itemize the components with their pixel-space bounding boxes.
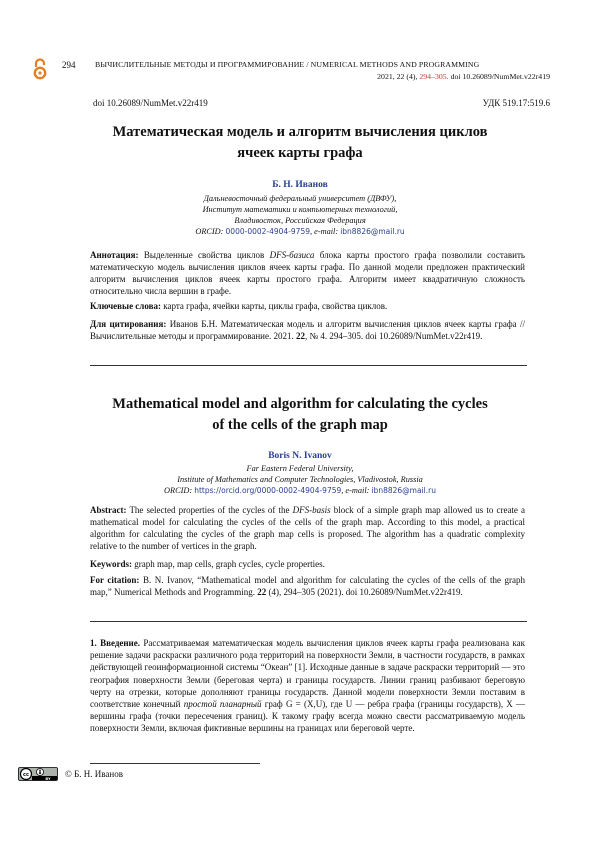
en-affiliation: [70, 463, 530, 496]
ru-orcid-label: ORCID:: [195, 227, 224, 236]
ru-abstract-label: Аннотация:: [90, 250, 139, 260]
ru-title-line1: Математическая модель и алгоритм вычисления циклов: [112, 124, 488, 140]
ru-email-link[interactable]: ibn8826@mail.ru: [340, 227, 405, 236]
section-divider: [90, 365, 527, 366]
svg-text:cc: cc: [23, 772, 29, 778]
header-doi: doi 10.26089/NumMet.v22r419: [450, 72, 550, 81]
intro-paragraph: [90, 637, 525, 735]
udk-code: УДК 519.17:519.6: [482, 98, 550, 108]
open-access-icon: [31, 58, 49, 80]
ru-abstract-text-start: Выделенные свойства циклов: [143, 250, 265, 260]
en-keywords: [90, 558, 525, 570]
ru-keywords-text: карта графа, ячейки карты, циклы графа, свойства циклов.: [163, 301, 388, 311]
journal-issue: [377, 72, 550, 81]
ru-title: [70, 122, 530, 164]
en-title: [70, 394, 530, 436]
en-citation-volume: 22: [257, 587, 267, 597]
ru-citation-text: Иванов Б.Н. Математическая модель и алгоритм вычисления циклов ячеек карты графа // Вычислительные методы и программирование. 2021.: [90, 319, 526, 341]
ru-abstract-term: DFS-базиса: [269, 250, 315, 260]
ru-contacts: [70, 226, 530, 237]
ru-citation-label: Для цитирования:: [90, 319, 167, 329]
en-author: Boris N. Ivanov: [268, 451, 332, 461]
copyright-notice: © Б. Н. Иванов: [65, 769, 123, 779]
en-title-line1: Mathematical model and algorithm for calculating the cycles: [112, 396, 488, 412]
en-citation: [90, 574, 525, 598]
en-citation-text: B. N. Ivanov, “Mathematical model and algorithm for calculating the cycles of the cells of the graph map,” Numerical Methods and Programming.: [90, 575, 525, 597]
issue-pages-link[interactable]: 294–305.: [419, 72, 449, 81]
en-affil-line1: Far Eastern Federal University,: [246, 464, 354, 473]
ru-affil-line1: Дальневосточный федеральный университет (ДВФУ),: [203, 194, 397, 203]
en-citation-label: For citation:: [90, 575, 140, 585]
en-email-label: , e-mail:: [341, 486, 370, 495]
en-orcid-label: ORCID:: [164, 486, 193, 495]
en-contacts: [70, 485, 530, 496]
ru-title-line2: ячеек карты графа: [237, 145, 363, 161]
intro-term: простой планарный: [183, 699, 262, 710]
ru-email-label: , e-mail:: [310, 227, 339, 236]
intro-text-end: граф G = (X,U), где U — ребра графа (границы государств), X — вершины графа (точки пересечения границ). К такому графу всегда можно свести рассматриваемую модель поверхности Земли, включая фиктивные вершины на границах или береговой черте.: [90, 699, 526, 734]
ru-keywords-label: Ключевые слова:: [90, 301, 161, 311]
en-abstract: [90, 504, 525, 552]
intro-heading: 1. Введение.: [90, 638, 140, 648]
en-abstract-label: Abstract:: [90, 505, 127, 515]
en-abstract-text-end: block of a simple graph map allowed us to create a mathematical model for calculating the cycles of the cells of the graph map. According to this model, a practical algorithm for calculating the cycles of the graph map cells is proposed. The algorithm has a quadratic complexity relative to the number of vertices in the graph.: [90, 505, 526, 551]
en-keywords-label: Keywords:: [90, 559, 132, 569]
ru-abstract: [90, 249, 525, 297]
ru-affil-line2: Институт математики и компьютерных технологий,: [202, 205, 398, 214]
journal-name: ВЫЧИСЛИТЕЛЬНЫЕ МЕТОДЫ И ПРОГРАММИРОВАНИЕ / NUMERICAL METHODS AND PROGRAMMING: [95, 60, 480, 69]
en-citation-rest: (4), 294–305 (2021). doi 10.26089/NumMet.v22r419.: [268, 587, 463, 597]
footnote-rule: [90, 763, 260, 764]
en-keywords-text: graph map, map cells, graph cycles, cycle properties.: [134, 559, 325, 569]
en-email-link[interactable]: ibn8826@mail.ru: [371, 486, 436, 495]
ru-abstract-text-end: блока карты простого графа позволили составить математическую модель вычисления циклов ячеек карты графа. По данной модели предложен практический алгоритм вычисления циклов ячеек карты простого графа. Алгоритм имеет квадратичную сложность относительно числа вершин в графе.: [90, 250, 526, 296]
en-abstract-term: DFS-basis: [292, 505, 331, 515]
en-orcid-link[interactable]: https://orcid.org/0000-0002-4904-9759: [194, 486, 342, 495]
section-divider-2: [90, 621, 527, 622]
ru-affiliation: [70, 193, 530, 237]
en-title-line2: of the cells of the graph map: [212, 417, 388, 433]
ru-affil-line3: Владивосток, Российская Федерация: [234, 216, 366, 225]
ru-keywords: [90, 300, 525, 312]
en-abstract-text-start: The selected properties of the cycles of the: [129, 505, 290, 515]
page-number: 294: [62, 60, 76, 70]
intro-text-start: Рассматриваемая математическая модель вычисления циклов ячеек карты графа реализована как решение задачи раскраски различного рода территорий на поверхности Земли, в частности государств, в рамках действующей геоинформационной системы “Океан” [1]. Исходные данные в задаче раскраски территорий — это география поверхности Земли (береговая черта) и границы государств. Линии границ разбивают береговую черту на отрезки, которые дополняют границы государств. Данной модели поверхности Земли поставим в соответствие конечный: [90, 638, 526, 710]
svg-text:BY: BY: [45, 776, 51, 781]
issue-year-volume: 2021, 22 (4),: [377, 72, 418, 81]
ru-citation: [90, 318, 525, 342]
cc-by-license-icon[interactable]: [18, 767, 58, 781]
doi-line: doi 10.26089/NumMet.v22r419: [93, 98, 208, 108]
ru-author: Б. Н. Иванов: [272, 180, 328, 190]
ru-citation-volume: 22: [295, 331, 305, 341]
ru-citation-rest: , № 4. 294–305. doi 10.26089/NumMet.v22r419.: [304, 331, 483, 341]
ru-orcid-link[interactable]: 0000-0002-4904-9759: [225, 227, 310, 236]
en-affil-line2: Institute of Mathematics and Computer Technologies, Vladivostok, Russia: [177, 475, 423, 484]
